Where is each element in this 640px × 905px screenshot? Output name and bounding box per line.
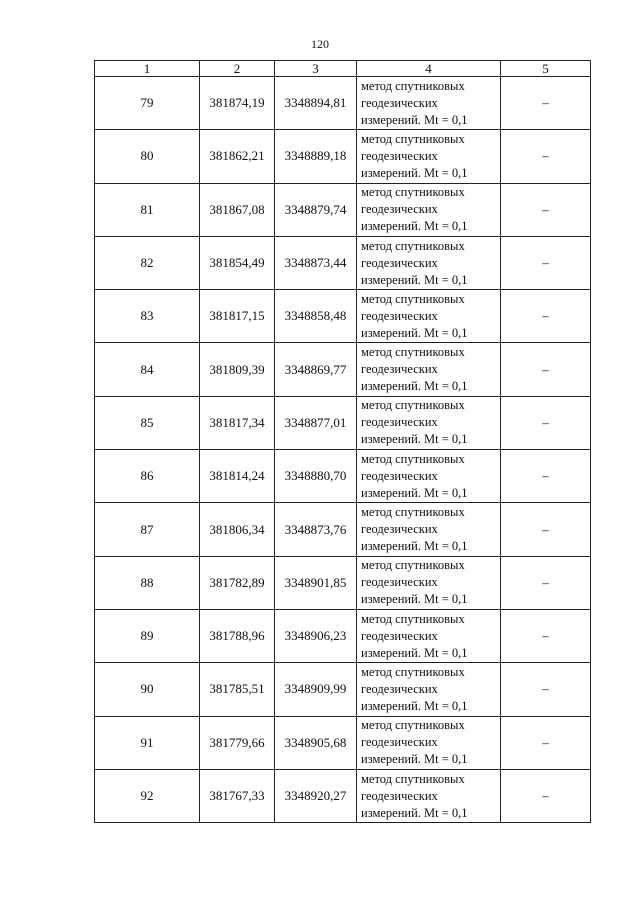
method-text-line-1: метод спутниковых xyxy=(361,398,465,413)
method-text-line-3: измерений. Mt = 0,1 xyxy=(361,379,468,394)
column-header-1: 1 xyxy=(95,61,200,77)
method-cell xyxy=(357,663,501,716)
y-coordinate-cell: 3348880,70 xyxy=(275,450,357,503)
y-coordinate-cell: 3348873,76 xyxy=(275,503,357,556)
point-number-cell: 89 xyxy=(95,609,200,662)
point-number-cell: 82 xyxy=(95,236,200,289)
method-cell xyxy=(357,130,501,183)
method-text-line-2: геодезических xyxy=(361,522,438,537)
table-row xyxy=(95,503,591,556)
method-text-line-1: метод спутниковых xyxy=(361,771,465,786)
method-cell xyxy=(357,183,501,236)
description-dash-cell: – xyxy=(501,183,591,236)
method-cell xyxy=(357,503,501,556)
method-text-line-2: геодезических xyxy=(361,202,438,217)
method-cell xyxy=(357,290,501,343)
y-coordinate-cell: 3348873,44 xyxy=(275,236,357,289)
y-coordinate-cell: 3348877,01 xyxy=(275,396,357,449)
coordinates-table xyxy=(94,60,591,823)
table-body xyxy=(95,77,591,823)
x-coordinate-cell: 381862,21 xyxy=(200,130,275,183)
description-dash-cell: – xyxy=(501,396,591,449)
method-cell xyxy=(357,77,501,130)
y-coordinate-cell: 3348920,27 xyxy=(275,769,357,822)
x-coordinate-cell: 381767,33 xyxy=(200,769,275,822)
method-text-line-2: геодезических xyxy=(361,148,438,163)
method-text-line-3: измерений. Mt = 0,1 xyxy=(361,432,468,447)
method-cell xyxy=(357,769,501,822)
x-coordinate-cell: 381785,51 xyxy=(200,663,275,716)
method-text-line-1: метод спутниковых xyxy=(361,558,465,573)
point-number-cell: 81 xyxy=(95,183,200,236)
column-header-5: 5 xyxy=(501,61,591,77)
table-row xyxy=(95,716,591,769)
y-coordinate-cell: 3348901,85 xyxy=(275,556,357,609)
method-text-line-3: измерений. Mt = 0,1 xyxy=(361,805,468,820)
method-text-line-1: метод спутниковых xyxy=(361,451,465,466)
point-number-cell: 91 xyxy=(95,716,200,769)
method-text-line-3: измерений. Mt = 0,1 xyxy=(361,325,468,340)
method-cell xyxy=(357,716,501,769)
method-text-line-3: измерений. Mt = 0,1 xyxy=(361,272,468,287)
column-header-2: 2 xyxy=(200,61,275,77)
table-row xyxy=(95,290,591,343)
x-coordinate-cell: 381806,34 xyxy=(200,503,275,556)
point-number-cell: 84 xyxy=(95,343,200,396)
table-row xyxy=(95,609,591,662)
method-text-line-2: геодезических xyxy=(361,308,438,323)
x-coordinate-cell: 381788,96 xyxy=(200,609,275,662)
table-row xyxy=(95,450,591,503)
method-cell xyxy=(357,236,501,289)
method-text-line-1: метод спутниковых xyxy=(361,238,465,253)
description-dash-cell: – xyxy=(501,236,591,289)
method-text-line-2: геодезических xyxy=(361,255,438,270)
y-coordinate-cell: 3348858,48 xyxy=(275,290,357,343)
method-text-line-1: метод спутниковых xyxy=(361,664,465,679)
table-row xyxy=(95,396,591,449)
point-number-cell: 85 xyxy=(95,396,200,449)
method-text-line-1: метод спутниковых xyxy=(361,185,465,200)
method-text-line-2: геодезических xyxy=(361,95,438,110)
method-text-line-2: геодезических xyxy=(361,681,438,696)
x-coordinate-cell: 381854,49 xyxy=(200,236,275,289)
point-number-cell: 79 xyxy=(95,77,200,130)
point-number-cell: 86 xyxy=(95,450,200,503)
method-text-line-1: метод спутниковых xyxy=(361,291,465,306)
method-text-line-3: измерений. Mt = 0,1 xyxy=(361,485,468,500)
table-row xyxy=(95,343,591,396)
x-coordinate-cell: 381814,24 xyxy=(200,450,275,503)
method-text-line-3: измерений. Mt = 0,1 xyxy=(361,112,468,127)
description-dash-cell: – xyxy=(501,716,591,769)
column-header-3: 3 xyxy=(275,61,357,77)
table-row xyxy=(95,183,591,236)
point-number-cell: 88 xyxy=(95,556,200,609)
method-text-line-2: геодезических xyxy=(361,628,438,643)
description-dash-cell: – xyxy=(501,609,591,662)
page-number: 120 xyxy=(311,37,329,51)
method-cell xyxy=(357,556,501,609)
table-row xyxy=(95,77,591,130)
description-dash-cell: – xyxy=(501,130,591,183)
table-row xyxy=(95,130,591,183)
method-cell xyxy=(357,609,501,662)
table-row xyxy=(95,556,591,609)
table-row xyxy=(95,769,591,822)
x-coordinate-cell: 381817,15 xyxy=(200,290,275,343)
method-text-line-2: геодезических xyxy=(361,735,438,750)
x-coordinate-cell: 381867,08 xyxy=(200,183,275,236)
method-text-line-2: геодезических xyxy=(361,415,438,430)
x-coordinate-cell: 381782,89 xyxy=(200,556,275,609)
method-text-line-1: метод спутниковых xyxy=(361,131,465,146)
point-number-cell: 83 xyxy=(95,290,200,343)
method-text-line-1: метод спутниковых xyxy=(361,78,465,93)
method-text-line-2: геодезических xyxy=(361,468,438,483)
x-coordinate-cell: 381779,66 xyxy=(200,716,275,769)
x-coordinate-cell: 381809,39 xyxy=(200,343,275,396)
point-number-cell: 87 xyxy=(95,503,200,556)
method-text-line-3: измерений. Mt = 0,1 xyxy=(361,592,468,607)
method-text-line-2: геодезических xyxy=(361,575,438,590)
y-coordinate-cell: 3348869,77 xyxy=(275,343,357,396)
method-text-line-1: метод спутниковых xyxy=(361,345,465,360)
y-coordinate-cell: 3348894,81 xyxy=(275,77,357,130)
method-text-line-1: метод спутниковых xyxy=(361,718,465,733)
method-text-line-3: измерений. Mt = 0,1 xyxy=(361,539,468,554)
description-dash-cell: – xyxy=(501,290,591,343)
column-header-4: 4 xyxy=(357,61,501,77)
description-dash-cell: – xyxy=(501,769,591,822)
description-dash-cell: – xyxy=(501,556,591,609)
description-dash-cell: – xyxy=(501,503,591,556)
method-text-line-1: метод спутниковых xyxy=(361,611,465,626)
method-text-line-3: измерений. Mt = 0,1 xyxy=(361,698,468,713)
x-coordinate-cell: 381817,34 xyxy=(200,396,275,449)
method-cell xyxy=(357,396,501,449)
method-cell xyxy=(357,343,501,396)
x-coordinate-cell: 381874,19 xyxy=(200,77,275,130)
method-text-line-3: измерений. Mt = 0,1 xyxy=(361,645,468,660)
description-dash-cell: – xyxy=(501,343,591,396)
y-coordinate-cell: 3348879,74 xyxy=(275,183,357,236)
table-row xyxy=(95,663,591,716)
method-cell xyxy=(357,450,501,503)
method-text-line-2: геодезических xyxy=(361,362,438,377)
method-text-line-2: геодезических xyxy=(361,788,438,803)
description-dash-cell: – xyxy=(501,450,591,503)
y-coordinate-cell: 3348906,23 xyxy=(275,609,357,662)
method-text-line-3: измерений. Mt = 0,1 xyxy=(361,219,468,234)
point-number-cell: 80 xyxy=(95,130,200,183)
y-coordinate-cell: 3348889,18 xyxy=(275,130,357,183)
point-number-cell: 92 xyxy=(95,769,200,822)
method-text-line-3: измерений. Mt = 0,1 xyxy=(361,165,468,180)
description-dash-cell: – xyxy=(501,663,591,716)
y-coordinate-cell: 3348905,68 xyxy=(275,716,357,769)
table-header-row xyxy=(95,61,591,77)
description-dash-cell: – xyxy=(501,77,591,130)
point-number-cell: 90 xyxy=(95,663,200,716)
method-text-line-1: метод спутниковых xyxy=(361,505,465,520)
method-text-line-3: измерений. Mt = 0,1 xyxy=(361,752,468,767)
y-coordinate-cell: 3348909,99 xyxy=(275,663,357,716)
table-row xyxy=(95,236,591,289)
